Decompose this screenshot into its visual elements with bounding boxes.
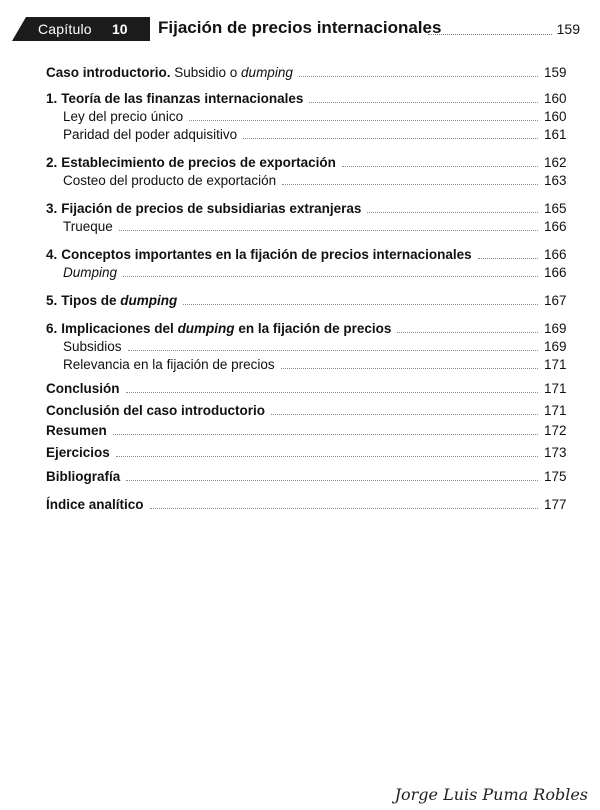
toc-entry [46, 494, 566, 514]
toc-page-number: 161 [544, 127, 567, 142]
toc-title: Subsidios [63, 339, 122, 354]
toc-page-number: 163 [544, 173, 567, 188]
toc-title: Teoría de las finanzas internacionales [61, 91, 304, 106]
toc-dot-leader [119, 230, 538, 231]
toc-title: Índice analítico [46, 497, 144, 512]
chapter-label: Capítulo [38, 21, 92, 37]
toc-page-number: 166 [544, 265, 567, 280]
toc-page-number: 159 [544, 65, 567, 80]
toc-dot-leader [478, 258, 538, 259]
toc-title: Dumping [63, 265, 118, 280]
toc-entry [46, 152, 566, 172]
chapter-page-number: 159 [556, 21, 580, 37]
toc-title: Resumen [46, 423, 107, 438]
toc-page-number: 173 [544, 445, 567, 460]
toc-entry [46, 262, 566, 282]
toc-page-number: 171 [544, 357, 567, 372]
toc-entry [46, 216, 566, 236]
toc-page-number: 160 [544, 91, 567, 106]
toc-title: Ejercicios [46, 445, 110, 460]
toc-title: Relevancia en la fijación de precios [63, 357, 275, 372]
toc-number: 6. [46, 321, 58, 336]
toc-entry [46, 124, 566, 144]
toc-dot-leader [126, 392, 539, 393]
toc-entry [46, 354, 566, 374]
toc-title: Tipos de dumping [61, 293, 178, 308]
toc-entry [46, 318, 566, 338]
toc-entry [46, 466, 566, 486]
toc-page-number: 171 [544, 381, 567, 396]
toc-title: Establecimiento de precios de exportación [61, 155, 336, 170]
toc-number: 5. [46, 293, 58, 308]
toc-title: Trueque [63, 219, 113, 234]
toc-dot-leader [113, 434, 538, 435]
toc-dot-leader [271, 414, 538, 415]
toc-dot-leader [189, 120, 538, 121]
toc-dot-leader [126, 480, 538, 481]
chapter-dot-leader [428, 34, 552, 35]
toc-page-number: 172 [544, 423, 567, 438]
chapter-number: 10 [112, 21, 128, 37]
toc-dot-leader [183, 304, 538, 305]
toc-title: Conceptos importantes en la fijación de precios internacionales [61, 247, 472, 262]
toc-entry [46, 442, 566, 462]
toc-dot-leader [342, 166, 538, 167]
toc-title: Paridad del poder adquisitivo [63, 127, 238, 142]
toc-page-number: 169 [544, 339, 567, 354]
toc-entry [46, 198, 566, 218]
toc-dot-leader [116, 456, 538, 457]
toc-entry [46, 106, 566, 126]
toc-dot-leader [397, 332, 538, 333]
toc-page-number: 166 [544, 247, 567, 262]
toc-dot-leader [243, 138, 538, 139]
toc-dot-leader [150, 508, 538, 509]
chapter-header [12, 14, 580, 44]
toc-entry [46, 62, 566, 82]
toc-number: 4. [46, 247, 58, 262]
toc-number: 1. [46, 91, 58, 106]
toc-page-number: 167 [544, 293, 567, 308]
toc-entry [46, 420, 566, 440]
toc-title: Implicaciones del dumping en la fijación de precios [61, 321, 392, 336]
toc-title: Conclusión del caso introductorio [46, 403, 266, 418]
toc-title: Ley del precio único [63, 109, 184, 124]
toc-dot-leader [123, 276, 538, 277]
toc-dot-leader [281, 368, 538, 369]
toc-entry [46, 400, 566, 420]
toc-entry [46, 170, 566, 190]
toc-page-number: 177 [544, 497, 567, 512]
toc-entry [46, 88, 566, 108]
toc-entry [46, 244, 566, 264]
toc-dot-leader [128, 350, 538, 351]
signature: Jorge Luis Puma Robles [394, 785, 588, 804]
toc-title: Fijación de precios de subsidiarias extranjeras [61, 201, 362, 216]
toc-dot-leader [309, 102, 538, 103]
chapter-title: Fijación de precios internacionales [158, 18, 442, 37]
toc-entry [46, 290, 566, 310]
toc-title: Caso introductorio. Subsidio o dumping [46, 65, 293, 80]
toc-page-number: 162 [544, 155, 567, 170]
toc-page-number: 160 [544, 109, 567, 124]
toc-dot-leader [282, 184, 538, 185]
toc-number: 3. [46, 201, 58, 216]
toc-title: Bibliografía [46, 469, 121, 484]
toc-entry [46, 336, 566, 356]
toc-page-number: 175 [544, 469, 567, 484]
toc-title: Conclusión [46, 381, 120, 396]
toc-page-number: 171 [544, 403, 567, 418]
toc-title: Costeo del producto de exportación [63, 173, 277, 188]
toc-page-number: 169 [544, 321, 567, 336]
toc-page-number: 165 [544, 201, 567, 216]
toc-dot-leader [299, 76, 538, 77]
toc-entry [46, 378, 566, 398]
toc-dot-leader [367, 212, 538, 213]
toc-page-number: 166 [544, 219, 567, 234]
toc-number: 2. [46, 155, 58, 170]
